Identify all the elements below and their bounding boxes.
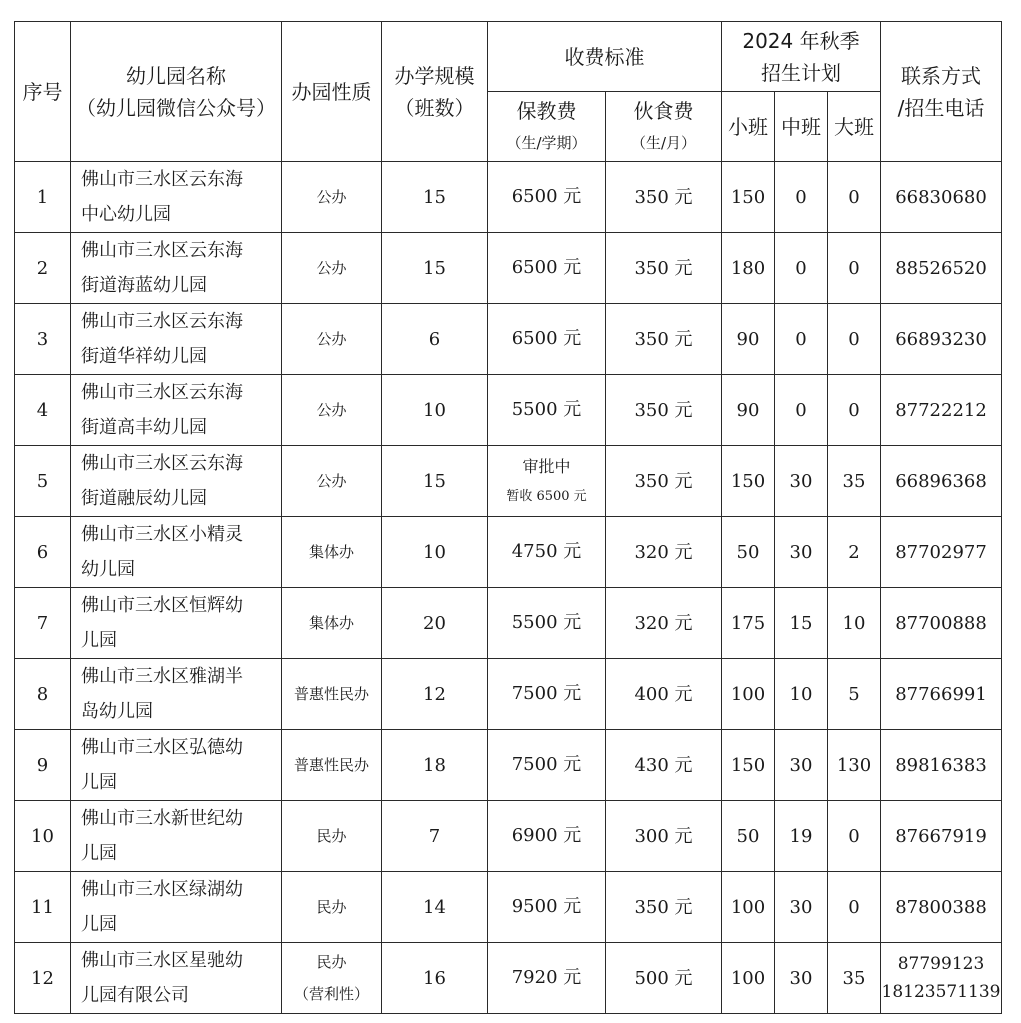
table-body xyxy=(15,162,1002,1014)
cell-small-class: 180 xyxy=(722,233,775,304)
cell-classes: 20 xyxy=(382,588,488,659)
table-header xyxy=(15,22,1002,162)
cell-contact xyxy=(881,659,1002,730)
document-page xyxy=(14,21,1002,1014)
cell-seq: 11 xyxy=(15,872,71,943)
cell-name-line1: 佛山市三水区云东海 xyxy=(81,169,243,190)
cell-name-line2: 儿园有限公司 xyxy=(81,985,189,1006)
header-care-fee-label: 保教费 xyxy=(516,98,577,123)
cell-meal-fee: 300 元 xyxy=(606,801,722,872)
table-row xyxy=(15,588,1002,659)
table-row xyxy=(15,872,1002,943)
cell-type-line1: 公办 xyxy=(316,259,347,277)
cell-classes: 18 xyxy=(382,730,488,801)
cell-seq: 3 xyxy=(15,304,71,375)
cell-care-fee-line2: 暂收 6500 元 xyxy=(506,489,587,504)
cell-care-fee-line1: 审批中 xyxy=(522,457,571,476)
cell-type xyxy=(282,304,382,375)
header-contact-line2: /招生电话 xyxy=(897,95,985,120)
cell-middle-class: 10 xyxy=(775,659,828,730)
cell-large-class: 0 xyxy=(828,304,881,375)
cell-meal-fee: 320 元 xyxy=(606,588,722,659)
cell-middle-class: 0 xyxy=(775,375,828,446)
cell-contact xyxy=(881,517,1002,588)
cell-phone-1: 87722212 xyxy=(895,399,987,421)
cell-seq: 4 xyxy=(15,375,71,446)
cell-contact xyxy=(881,943,1002,1014)
cell-name-line2: 街道海蓝幼儿园 xyxy=(81,275,207,296)
cell-care-fee xyxy=(488,233,606,304)
cell-name-line2: 儿园 xyxy=(81,630,117,651)
header-small-class: 小班 xyxy=(722,92,775,162)
cell-contact xyxy=(881,375,1002,446)
header-meal-fee xyxy=(606,92,722,162)
cell-small-class: 150 xyxy=(722,446,775,517)
cell-name xyxy=(71,659,282,730)
cell-classes: 12 xyxy=(382,659,488,730)
cell-meal-fee: 350 元 xyxy=(606,375,722,446)
cell-name xyxy=(71,872,282,943)
header-scale-line1: 办学规模 xyxy=(394,63,475,88)
table-row xyxy=(15,375,1002,446)
header-plan xyxy=(722,22,881,92)
cell-contact xyxy=(881,801,1002,872)
cell-name xyxy=(71,304,282,375)
cell-name-line2: 儿园 xyxy=(81,843,117,864)
cell-type-line2: （营利性） xyxy=(293,985,369,1003)
cell-care-fee xyxy=(488,872,606,943)
cell-small-class: 90 xyxy=(722,375,775,446)
cell-meal-fee: 430 元 xyxy=(606,730,722,801)
cell-large-class: 0 xyxy=(828,801,881,872)
cell-small-class: 150 xyxy=(722,730,775,801)
cell-name xyxy=(71,730,282,801)
cell-seq: 1 xyxy=(15,162,71,233)
cell-middle-class: 30 xyxy=(775,730,828,801)
cell-type-line1: 公办 xyxy=(316,330,347,348)
cell-small-class: 100 xyxy=(722,659,775,730)
cell-large-class: 0 xyxy=(828,872,881,943)
table-row xyxy=(15,943,1002,1014)
cell-large-class: 0 xyxy=(828,375,881,446)
cell-name-line1: 佛山市三水区小精灵 xyxy=(81,524,243,545)
cell-care-fee xyxy=(488,304,606,375)
header-name xyxy=(71,22,282,162)
cell-care-fee xyxy=(488,162,606,233)
cell-contact xyxy=(881,304,1002,375)
cell-contact xyxy=(881,872,1002,943)
table-row xyxy=(15,446,1002,517)
cell-phone-1: 87766991 xyxy=(895,683,987,705)
cell-care-fee-line1: 4750 元 xyxy=(511,541,582,562)
cell-care-fee xyxy=(488,730,606,801)
cell-name xyxy=(71,375,282,446)
cell-meal-fee: 500 元 xyxy=(606,943,722,1014)
cell-middle-class: 30 xyxy=(775,872,828,943)
cell-small-class: 50 xyxy=(722,517,775,588)
cell-contact xyxy=(881,233,1002,304)
kindergarten-enrollment-table xyxy=(14,21,1002,1014)
cell-meal-fee: 350 元 xyxy=(606,872,722,943)
cell-name-line1: 佛山市三水区云东海 xyxy=(81,311,243,332)
cell-phone-1: 87800388 xyxy=(895,896,987,918)
cell-contact xyxy=(881,446,1002,517)
cell-seq: 7 xyxy=(15,588,71,659)
cell-middle-class: 19 xyxy=(775,801,828,872)
header-care-fee xyxy=(488,92,606,162)
cell-classes: 10 xyxy=(382,517,488,588)
cell-contact xyxy=(881,730,1002,801)
header-contact xyxy=(881,22,1002,162)
cell-name-line2: 儿园 xyxy=(81,772,117,793)
cell-middle-class: 0 xyxy=(775,304,828,375)
cell-type xyxy=(282,517,382,588)
cell-seq: 8 xyxy=(15,659,71,730)
header-meal-fee-label: 伙食费 xyxy=(633,98,694,123)
header-meal-fee-unit: （生/月） xyxy=(630,133,697,152)
cell-phone-1: 87700888 xyxy=(895,612,987,634)
cell-type xyxy=(282,233,382,304)
cell-care-fee xyxy=(488,943,606,1014)
cell-small-class: 100 xyxy=(722,943,775,1014)
cell-care-fee-line1: 7500 元 xyxy=(511,683,582,704)
cell-care-fee xyxy=(488,375,606,446)
cell-small-class: 50 xyxy=(722,801,775,872)
cell-classes: 6 xyxy=(382,304,488,375)
cell-classes: 15 xyxy=(382,446,488,517)
header-seq: 序号 xyxy=(15,22,71,162)
cell-care-fee xyxy=(488,659,606,730)
cell-care-fee-line1: 7500 元 xyxy=(511,754,582,775)
cell-type-line1: 民办 xyxy=(316,827,347,845)
cell-meal-fee: 350 元 xyxy=(606,446,722,517)
cell-middle-class: 15 xyxy=(775,588,828,659)
cell-type-line1: 普惠性民办 xyxy=(293,685,369,703)
header-large-class: 大班 xyxy=(828,92,881,162)
cell-name-line2: 幼儿园 xyxy=(81,559,135,580)
cell-seq: 2 xyxy=(15,233,71,304)
cell-middle-class: 30 xyxy=(775,943,828,1014)
cell-large-class: 5 xyxy=(828,659,881,730)
cell-care-fee-line1: 6500 元 xyxy=(511,186,582,207)
cell-type-line1: 集体办 xyxy=(308,543,354,561)
cell-contact xyxy=(881,588,1002,659)
cell-phone-1: 87702977 xyxy=(895,541,987,563)
cell-name-line1: 佛山市三水区云东海 xyxy=(81,240,243,261)
cell-name xyxy=(71,588,282,659)
cell-name-line1: 佛山市三水区雅湖半 xyxy=(81,666,243,687)
cell-large-class: 35 xyxy=(828,943,881,1014)
cell-care-fee xyxy=(488,801,606,872)
cell-care-fee-line1: 5500 元 xyxy=(511,399,582,420)
header-scale-line2: （班数） xyxy=(394,95,475,120)
table-row xyxy=(15,659,1002,730)
table-row xyxy=(15,233,1002,304)
cell-middle-class: 30 xyxy=(775,446,828,517)
cell-meal-fee: 350 元 xyxy=(606,233,722,304)
cell-care-fee-line1: 6500 元 xyxy=(511,328,582,349)
cell-care-fee-line1: 6500 元 xyxy=(511,257,582,278)
cell-type-line1: 民办 xyxy=(316,898,347,916)
cell-small-class: 100 xyxy=(722,872,775,943)
cell-name xyxy=(71,233,282,304)
cell-name-line1: 佛山市三水区星驰幼 xyxy=(81,950,243,971)
cell-type-line1: 公办 xyxy=(316,188,347,206)
cell-care-fee-line1: 7920 元 xyxy=(511,967,582,988)
cell-large-class: 10 xyxy=(828,588,881,659)
cell-name-line2: 街道华祥幼儿园 xyxy=(81,346,207,367)
header-contact-line1: 联系方式 xyxy=(901,63,981,88)
cell-phone-1: 66896368 xyxy=(895,470,987,492)
cell-seq: 5 xyxy=(15,446,71,517)
cell-type xyxy=(282,872,382,943)
cell-large-class: 2 xyxy=(828,517,881,588)
cell-phone-1: 66893230 xyxy=(895,328,987,350)
cell-seq: 10 xyxy=(15,801,71,872)
cell-name xyxy=(71,446,282,517)
cell-small-class: 90 xyxy=(722,304,775,375)
cell-name-line2: 街道高丰幼儿园 xyxy=(81,417,207,438)
cell-large-class: 130 xyxy=(828,730,881,801)
cell-name-line2: 岛幼儿园 xyxy=(81,701,153,722)
table-row xyxy=(15,730,1002,801)
cell-seq: 12 xyxy=(15,943,71,1014)
cell-type-line1: 普惠性民办 xyxy=(293,756,369,774)
cell-meal-fee: 350 元 xyxy=(606,304,722,375)
cell-care-fee xyxy=(488,588,606,659)
cell-name xyxy=(71,517,282,588)
cell-meal-fee: 400 元 xyxy=(606,659,722,730)
cell-large-class: 35 xyxy=(828,446,881,517)
cell-care-fee-line1: 9500 元 xyxy=(511,896,582,917)
cell-phone-1: 87799123 xyxy=(897,954,985,974)
cell-name-line2: 儿园 xyxy=(81,914,117,935)
cell-name xyxy=(71,162,282,233)
header-name-line2: （幼儿园微信公众号） xyxy=(76,95,276,120)
header-scale xyxy=(382,22,488,162)
cell-type-line1: 集体办 xyxy=(308,614,354,632)
cell-type xyxy=(282,375,382,446)
header-plan-line2: 招生计划 xyxy=(761,60,841,85)
cell-name xyxy=(71,943,282,1014)
table-row xyxy=(15,162,1002,233)
cell-type xyxy=(282,588,382,659)
cell-classes: 16 xyxy=(382,943,488,1014)
header-fees: 收费标准 xyxy=(488,22,722,92)
cell-name-line1: 佛山市三水区云东海 xyxy=(81,453,243,474)
cell-contact xyxy=(881,162,1002,233)
cell-type xyxy=(282,801,382,872)
cell-name-line1: 佛山市三水新世纪幼 xyxy=(81,808,243,829)
cell-name-line1: 佛山市三水区弘德幼 xyxy=(81,737,243,758)
cell-middle-class: 0 xyxy=(775,162,828,233)
cell-phone-2: 18123571139 xyxy=(881,982,1001,1002)
cell-large-class: 0 xyxy=(828,162,881,233)
cell-name-line2: 街道融辰幼儿园 xyxy=(81,488,207,509)
table-row xyxy=(15,304,1002,375)
cell-seq: 6 xyxy=(15,517,71,588)
cell-type xyxy=(282,162,382,233)
header-type: 办园性质 xyxy=(282,22,382,162)
cell-classes: 7 xyxy=(382,801,488,872)
header-middle-class: 中班 xyxy=(775,92,828,162)
cell-name-line1: 佛山市三水区绿湖幼 xyxy=(81,879,243,900)
cell-care-fee-line1: 5500 元 xyxy=(511,612,582,633)
cell-large-class: 0 xyxy=(828,233,881,304)
cell-classes: 10 xyxy=(382,375,488,446)
cell-phone-1: 88526520 xyxy=(895,257,987,279)
cell-phone-1: 66830680 xyxy=(895,186,987,208)
cell-phone-1: 87667919 xyxy=(895,825,987,847)
cell-name-line1: 佛山市三水区恒辉幼 xyxy=(81,595,243,616)
cell-phone-1: 89816383 xyxy=(895,754,987,776)
cell-type-line1: 公办 xyxy=(316,472,347,490)
cell-name-line1: 佛山市三水区云东海 xyxy=(81,382,243,403)
cell-care-fee xyxy=(488,517,606,588)
cell-classes: 14 xyxy=(382,872,488,943)
header-plan-line1: 2024 年秋季 xyxy=(742,28,860,53)
cell-small-class: 175 xyxy=(722,588,775,659)
cell-classes: 15 xyxy=(382,233,488,304)
table-row xyxy=(15,517,1002,588)
cell-type xyxy=(282,659,382,730)
cell-care-fee xyxy=(488,446,606,517)
cell-seq: 9 xyxy=(15,730,71,801)
cell-type xyxy=(282,446,382,517)
cell-name xyxy=(71,801,282,872)
cell-small-class: 150 xyxy=(722,162,775,233)
cell-type-line1: 公办 xyxy=(316,401,347,419)
header-care-fee-unit: （生/学期） xyxy=(506,133,587,152)
cell-name-line2: 中心幼儿园 xyxy=(81,204,171,225)
cell-type xyxy=(282,730,382,801)
cell-classes: 15 xyxy=(382,162,488,233)
table-row xyxy=(15,801,1002,872)
cell-middle-class: 0 xyxy=(775,233,828,304)
cell-type-line1: 民办 xyxy=(316,953,347,971)
cell-care-fee-line1: 6900 元 xyxy=(511,825,582,846)
cell-meal-fee: 350 元 xyxy=(606,162,722,233)
header-name-line1: 幼儿园名称 xyxy=(126,63,226,88)
cell-meal-fee: 320 元 xyxy=(606,517,722,588)
cell-middle-class: 30 xyxy=(775,517,828,588)
cell-type xyxy=(282,943,382,1014)
